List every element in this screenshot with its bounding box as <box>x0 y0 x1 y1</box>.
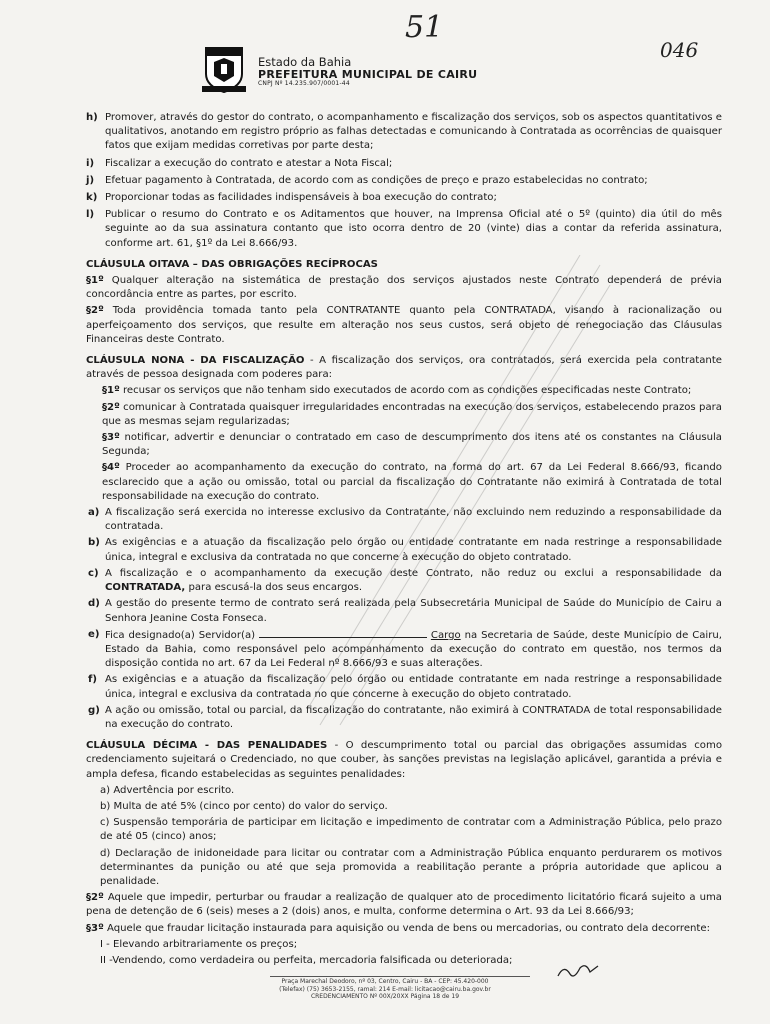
list-item: c) A fiscalização e o acompanhamento da execução deste Contrato, não reduz ou exclui a responsabilidade da CONTRATADA, para escusá-la dos seus encargos. <box>88 567 722 594</box>
list-item: l) Publicar o resumo do Contrato e os Aditamentos que houver, na Imprensa Oficial até o 5º (quinto) dia útil do mês seguinte ao da sua assinatura contanto que isto ocorra dentro de 20 (vinte) dias a contar da referida assinatura, conforme art. 61, §1º da Lei 8.666/93. <box>86 209 722 249</box>
list-item: a) Advertência por escrito. <box>100 784 235 796</box>
clause-intro: CLÁUSULA NONA - DA FISCALIZAÇÃO - A fiscalização dos serviços, ora contratados, será exercida pela contratante através de pessoa designada com poderes para: <box>86 355 722 381</box>
clause-heading: CLÁUSULA OITAVA – DAS OBRIGAÇÕES RECÍPROCAS <box>86 258 378 270</box>
list-item: d) A gestão do presente termo de contrato será realizada pela Subsecretária Municipal de Saúde do Município de Cairu a Senhora Jeanine Costa Fonseca. <box>88 598 722 624</box>
clause-heading: CLÁUSULA NONA - DA FISCALIZAÇÃO <box>86 355 305 367</box>
municipal-crest-icon <box>200 44 248 94</box>
paragraph: §3º notificar, advertir e denunciar o contratado em caso de descumprimento dos itens até os constantes na Cláusula Segunda; <box>102 432 722 458</box>
clause-heading: CLÁUSULA DÉCIMA - DAS PENALIDADES <box>86 740 328 752</box>
state-name: Estado da Bahia <box>258 55 352 69</box>
list-item: II -Vendendo, como verdadeira ou perfeita, mercadoria falsificada ou deteriorada; <box>100 954 513 966</box>
list-item: h) Promover, através do gestor do contrato, o acompanhamento e fiscalização dos serviços, sob os aspectos quantitativos e qualitativos, anotando em registro próprio as falhas detectadas e comunicando à Contratada as ocorrências de quaisquer fatos que exijam medidas corretivas por parte desta; <box>86 112 722 152</box>
list-item: a) A fiscalização será exercida no interesse exclusivo da Contratante, não excluindo nem reduzindo a responsabilidade da contratada. <box>88 507 722 533</box>
footer-contact: (Telefax) (75) 3653-2155, ramal: 214 E-mail: licitacao@cairu.ba.gov.br <box>279 985 491 993</box>
page-footer <box>0 978 770 1001</box>
list-item: d) Declaração de inidoneidade para licitar ou contratar com a Administração Pública enquanto perdurarem os motivos determinantes da punição ou até que seja promovida a reabilitação perante a própria autoridade que aplicou a penalidade. <box>100 847 722 887</box>
clause-intro: CLÁUSULA DÉCIMA - DAS PENALIDADES - O descumprimento total ou parcial das obrigações assumidas como credenciamento sujeitará o Credenciado, no que couber, às sanções previstas na legislação aplicável, garantida a prévia e ampla defesa, ficando estabelecidas as seguintes penalidades: <box>86 740 722 780</box>
footer-address: Praça Marechal Deodoro, nº 03, Centro, Cairu - BA - CEP: 45.420-000 <box>281 978 489 985</box>
list-item: e) Fica designado(a) Servidor(a) Cargo na Secretaria de Saúde, deste Município de Cairu, Estado da Bahia, como responsável pelo acompanhamento da execução do contrato em questão, nos termos da disposição contida no art. 67 da Lei Federal nº 8.666/93 e suas alterações. <box>88 628 722 670</box>
clause-ten <box>86 739 722 968</box>
obligations-list <box>86 111 722 251</box>
paragraph: §2º comunicar à Contratada quaisquer irregularidades encontradas na execução dos serviços, estabelecendo prazos para que as mesmas sejam regularizadas; <box>102 401 722 427</box>
paragraph: §1º Qualquer alteração na sistemática de prestação dos serviços ajustados neste Contrato dependerá de prévia concordância entre as partes, por escrito. <box>86 275 722 301</box>
paragraph: §1º recusar os serviços que não tenham sido executados de acordo com as condições especificadas neste Contrato; <box>102 385 692 397</box>
handwritten-sheet-number: 046 <box>660 38 699 62</box>
paragraph: §3º Aquele que fraudar licitação instaurada para aquisição ou venda de bens ou mercadorias, ou contrato dela decorrente: <box>86 922 711 934</box>
handwritten-page-number: 51 <box>405 10 444 45</box>
list-item: j) Efetuar pagamento à Contratada, de acordo com as condições de preço e prazo estabelecidas no contrato; <box>86 174 648 186</box>
list-item: b) As exigências e a atuação da fiscalização pelo órgão ou entidade contratante em nada restringe a responsabilidade única, integral e exclusiva da contratada no que concerne à execução do objeto contratado. <box>88 537 722 563</box>
list-item: c) Suspensão temporária de participar em licitação e impedimento de contratar com a Administração Pública, pelo prazo de até 05 (cinco) anos; <box>100 817 722 843</box>
clause-eight <box>86 258 722 347</box>
list-item: b) Multa de até 5% (cinco por cento) do valor do serviço. <box>100 800 388 812</box>
blank-signature-line <box>259 628 427 638</box>
list-item: f) As exigências e a atuação da fiscalização pelo órgão ou entidade contratante em nada restringe a responsabilidade única, integral e exclusiva da contratada no que concerne à execução do objeto contratado. <box>88 674 722 700</box>
footer-divider <box>270 976 530 977</box>
cnpj-number: CNPJ Nº 14.235.907/0001-44 <box>258 80 350 88</box>
footer-page-info: CREDENCIAMENTO Nº 00X/20XX Página 18 de 19 <box>310 993 460 1000</box>
paragraph: §2º Toda providência tomada tanto pela CONTRATANTE quanto pela CONTRATADA, visando à racionalização ou aperfeiçoamento dos serviços, que resulte em alteração nos seus custos, será objeto de renegociação das Cláusulas Financeiras deste Contrato. <box>86 305 722 345</box>
letterhead <box>258 56 477 88</box>
list-item: i) Fiscalizar a execução do contrato e atestar a Nota Fiscal; <box>86 157 393 169</box>
paragraph: §4º Proceder ao acompanhamento da execução do contrato, na forma do art. 67 da Lei Federal 8.666/93, ficando esclarecido que a ação ou omissão, total ou parcial da fiscalização do Contratante não eximirá à Contratada de total responsabilidade na execução do contrato. <box>102 462 722 502</box>
list-item: I - Elevando arbitrariamente os preços; <box>100 938 298 950</box>
clause-nine <box>86 354 722 732</box>
list-item: k) Proporcionar todas as facilidades indispensáveis à boa execução do contrato; <box>86 192 497 204</box>
prefecture-name: PREFEITURA MUNICIPAL DE CAIRU <box>258 67 478 81</box>
paragraph: §2º Aquele que impedir, perturbar ou fraudar a realização de qualquer ato de procedimento licitatório ficará sujeito a uma pena de detenção de 6 (seis) meses a 2 (dois) anos, e multa, conforme determina o Art. 93 da Lei 8.666/93; <box>86 892 722 918</box>
document-body <box>86 108 722 968</box>
list-item: g) A ação ou omissão, total ou parcial, da fiscalização do contratante, não eximirá à CONTRATADA de total responsabilidade na execução do contrato. <box>88 704 722 730</box>
